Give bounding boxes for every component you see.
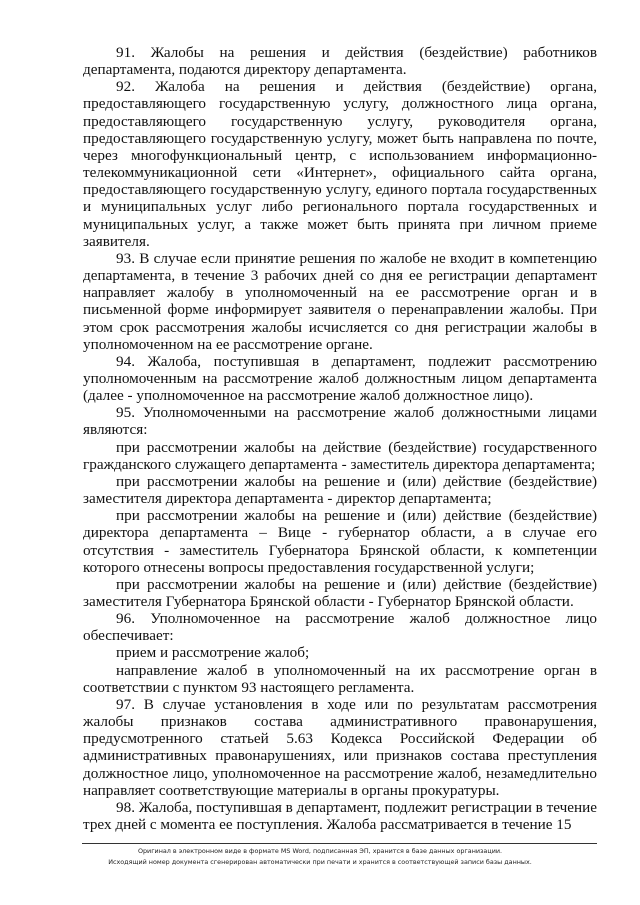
paragraph-95-item-4: при рассмотрении жалобы на решение и (или) действие (бездействие) заместителя Губернатора Брянской области - Губернатор Брянской области. [83,575,597,610]
paragraph-96-item-1: прием и рассмотрение жалоб; [116,644,310,662]
paragraph-95-item-3: при рассмотрении жалобы на решение и (или) действие (бездействие) директора департамента – Вице - губернатор области, а в случае его отсутствия - заместитель Губернатора Брянской области, к компетенции которого отнесены вопросы предоставления государственной услуги; [83,507,597,576]
footer-note-number: Исходящий номер документа сгенерирован автоматически при печати и хранится в соответствующей записи базы данных. [108,858,532,866]
document-body [83,44,597,833]
page-footer [0,846,640,868]
footer-divider [82,843,597,844]
paragraph-94: 94. Жалоба, поступившая в департамент, подлежит рассмотрению уполномоченным на рассмотрение жалоб должностным лицом департамента (далее - уполномоченное на рассмотрение жалоб должностное лицо). [83,352,597,405]
paragraph-95-item-1: при рассмотрении жалобы на действие (бездействие) государственного гражданского служащего департамента - заместитель директора департамента; [83,438,597,473]
paragraph-96: 96. Уполномоченное на рассмотрение жалоб должностное лицо обеспечивает: [83,610,597,645]
paragraph-92: 92. Жалоба на решения и действия (бездействие) органа, предоставляющего государственную услугу, должностного лица органа, предоставляющего государственную услугу, руководителя органа, предоставляющего государственную услугу, может быть направлена по почте, через многофункциональный центр, с использованием информационно-телекоммуникационной сети «Интернет», официального сайта органа, предоставляющего государственную услугу, единого портала государственных и муниципальных услуг либо регионального портала государственных и муниципальных услуг, а также может быть принята при личном приеме заявителя. [83,78,597,250]
footer-note-original: Оригинал в электронном виде в формате MS Word, подписанная ЭП, хранится в базе данных организации. [137,847,503,855]
paragraph-98: 98. Жалоба, поступившая в департамент, подлежит регистрации в течение трех дней с момента ее поступления. Жалоба рассматривается в течение 15 [83,798,597,834]
paragraph-93: 93. В случае если принятие решения по жалобе не входит в компетенцию департамента, в течение 3 рабочих дней со дня ее регистрации департамент направляет жалобу в уполномоченный на ее рассмотрение орган и в письменной форме информирует заявителя о перенаправлении жалобы. При этом срок рассмотрения жалобы исчисляется со дня регистрации жалобы в уполномоченном на ее рассмотрение органе. [83,249,597,353]
paragraph-96-item-2: направление жалоб в уполномоченный на их рассмотрение орган в соответствии с пунктом 93 настоящего регламента. [83,661,597,696]
paragraph-97: 97. В случае установления в ходе или по результатам рассмотрения жалобы признаков состава административного правонарушения, предусмотренного статьей 5.63 Кодекса Российской Федерации об административных правонарушениях, или признаков состава преступления должностное лицо, уполномоченное на рассмотрение жалоб, незамедлительно направляет соответствующие материалы в органы прокуратуры. [83,695,597,799]
paragraph-91: 91. Жалобы на решения и действия (бездействие) работников департамента, подаются директору департамента. [83,44,597,79]
paragraph-95-item-2: при рассмотрении жалобы на решение и (или) действие (бездействие) заместителя директора департамента - директор департамента; [83,472,597,508]
paragraph-95: 95. Уполномоченными на рассмотрение жалоб должностными лицами являются: [83,404,597,439]
